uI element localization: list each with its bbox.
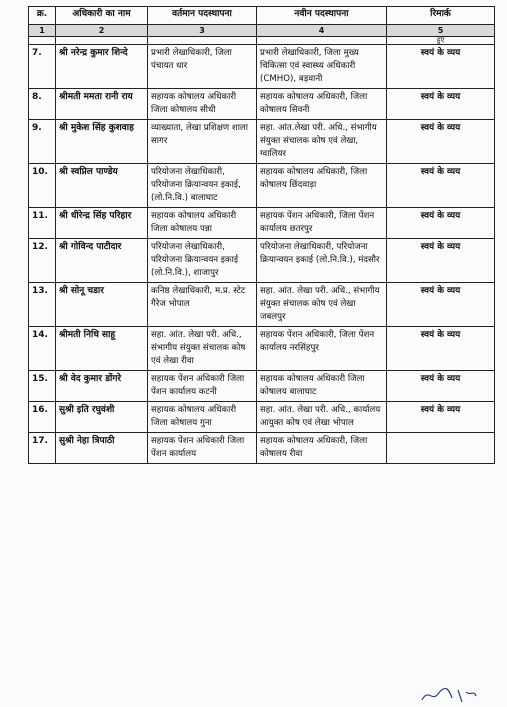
column-number: 2 [56, 25, 148, 37]
serial-number-cell: 17. [29, 433, 56, 464]
column-number: 3 [148, 25, 257, 37]
serial-number-cell: 15. [29, 371, 56, 402]
table-row [29, 120, 495, 164]
remark-cell: स्वयं के व्यय [387, 327, 495, 371]
serial-number-cell: 13. [29, 283, 56, 327]
table-row [29, 402, 495, 433]
header-serial: क्र. [29, 7, 56, 25]
header-remark: रिमार्क [387, 7, 495, 25]
current-posting-cell: सहायक कोषालय अधिकारी जिला कोषालय पन्ना [148, 208, 257, 239]
current-posting-cell: परियोजना लेखाधिकारी, परियोजना क्रियान्वयन इकाई, (लो.नि.वि.) बालाघाट [148, 164, 257, 208]
header-current-posting: वर्तमान पदस्थापना [148, 7, 257, 25]
table-row [29, 433, 495, 464]
remark-cell: स्वयं के व्यय [387, 239, 495, 283]
remark-cell: स्वयं के व्यय [387, 45, 495, 89]
officer-name-cell: श्री सोनू चडार [56, 283, 148, 327]
transfer-table [28, 6, 495, 464]
remark-cell: स्वयं के व्यय [387, 402, 495, 433]
new-posting-cell: सहायक कोषालय अधिकारी, जिला कोषालय छिंदवाड़ा [257, 164, 387, 208]
officer-name-cell: श्री वेद कुमार डोंगरे [56, 371, 148, 402]
officer-name-cell: श्री स्वप्निल पाण्डेय [56, 164, 148, 208]
column-number-row [29, 25, 495, 37]
current-posting-cell: व्याख्याता, लेखा प्रशिक्षण शाला सागर [148, 120, 257, 164]
new-posting-cell: प्रभारी लेखाधिकारी, जिला मुख्य चिकित्सा एवं स्वास्थ्य अधिकारी (CMHO), बड़वानी [257, 45, 387, 89]
current-posting-cell: सहायक पेंशन अधिकारी जिला पेंशन कार्यालय [148, 433, 257, 464]
new-posting-cell: परियोजना लेखाधिकारी, परियोजना क्रियान्वयन इकाई (लो.नि.वि.), मंदसौर [257, 239, 387, 283]
table-row [29, 208, 495, 239]
officer-name-cell: श्री धीरेन्द्र सिंह परिहार [56, 208, 148, 239]
remark-cell: स्वयं के व्यय [387, 371, 495, 402]
new-posting-cell: सहा. आंत.लेखा परी. अधि., संभागीय संयुक्त संचालक कोष एवं लेखा, ग्वालियर [257, 120, 387, 164]
table-row [29, 371, 495, 402]
current-posting-cell: सहायक कोषालय अधिकारी जिला कोषालय गुना [148, 402, 257, 433]
signature-mark [418, 684, 478, 704]
note-row [29, 37, 495, 45]
serial-number-cell: 16. [29, 402, 56, 433]
officer-name-cell: सुश्री इति रघुवंशी [56, 402, 148, 433]
serial-number-cell: 8. [29, 89, 56, 120]
remark-cell: स्वयं के व्यय [387, 283, 495, 327]
serial-number-cell: 7. [29, 45, 56, 89]
table-row [29, 283, 495, 327]
new-posting-cell: सहा. आंत. लेखा परी. अधि., संभागीय संयुक्त संचालक कोष एवं लेखा जबलपुर [257, 283, 387, 327]
remark-cell: स्वयं के व्यय [387, 208, 495, 239]
table-row [29, 45, 495, 89]
current-posting-cell: प्रभारी लेखाधिकारी, जिला पंचायत धार [148, 45, 257, 89]
current-posting-cell: सहायक पेंशन अधिकारी जिला पेंशन कार्यालय कटनी [148, 371, 257, 402]
header-new-posting: नवीन पदस्थापना [257, 7, 387, 25]
serial-number-cell: 12. [29, 239, 56, 283]
new-posting-cell: सहायक कोषालय अधिकारी जिला कोषालय बालाघाट [257, 371, 387, 402]
new-posting-cell: सहायक पेंशन अधिकारी, जिला पेंशन कार्यालय नरसिंहपुर [257, 327, 387, 371]
current-posting-cell: परियोजना लेखाधिकारी, परियोजना क्रियान्वयन इकाई (लो.नि.वि.), शाजापुर [148, 239, 257, 283]
serial-number-cell: 9. [29, 120, 56, 164]
officer-name-cell: श्री मुकेश सिंह कुशवाह [56, 120, 148, 164]
column-number: 5 [387, 25, 495, 37]
remark-cell: स्वयं के व्यय [387, 89, 495, 120]
table-row [29, 89, 495, 120]
officer-name-cell: श्रीमती निधि साहू [56, 327, 148, 371]
current-posting-cell: सहा. आंत. लेखा परी. अधि., संभागीय संयुक्त संचालक कोष एवं लेखा रीवा [148, 327, 257, 371]
note-text: हुए [387, 37, 495, 45]
serial-number-cell: 14. [29, 327, 56, 371]
remark-cell [387, 433, 495, 464]
table-row [29, 327, 495, 371]
officer-name-cell: श्री नरेन्द्र कुमार शिन्दे [56, 45, 148, 89]
officer-name-cell: श्रीमती ममता रानी राय [56, 89, 148, 120]
column-number: 4 [257, 25, 387, 37]
remark-cell: स्वयं के व्यय [387, 164, 495, 208]
header-officer-name: अधिकारी का नाम [56, 7, 148, 25]
officer-name-cell: सुश्री नेहा त्रिपाठी [56, 433, 148, 464]
current-posting-cell: कनिष्ठ लेखाधिकारी, म.प्र. स्टेट गैरेज भोपाल [148, 283, 257, 327]
remark-cell: स्वयं के व्यय [387, 120, 495, 164]
header-row [29, 7, 495, 25]
serial-number-cell: 11. [29, 208, 56, 239]
officer-name-cell: श्री गोविन्द पाटीदार [56, 239, 148, 283]
column-number: 1 [29, 25, 56, 37]
new-posting-cell: सहा. आंत. लेखा परी. अधि., कार्यालय आयुक्त कोष एवं लेखा भोपाल [257, 402, 387, 433]
new-posting-cell: सहायक पेंशन अधिकारी, जिला पेंशन कार्यालय छतरपुर [257, 208, 387, 239]
new-posting-cell: सहायक कोषालय अधिकारी, जिला कोषालय रीवा [257, 433, 387, 464]
table-row [29, 239, 495, 283]
new-posting-cell: सहायक कोषालय अधिकारी, जिला कोषालय सिवनी [257, 89, 387, 120]
serial-number-cell: 10. [29, 164, 56, 208]
table-row [29, 164, 495, 208]
current-posting-cell: सहायक कोषालय अधिकारी जिला कोषालय सीधी [148, 89, 257, 120]
